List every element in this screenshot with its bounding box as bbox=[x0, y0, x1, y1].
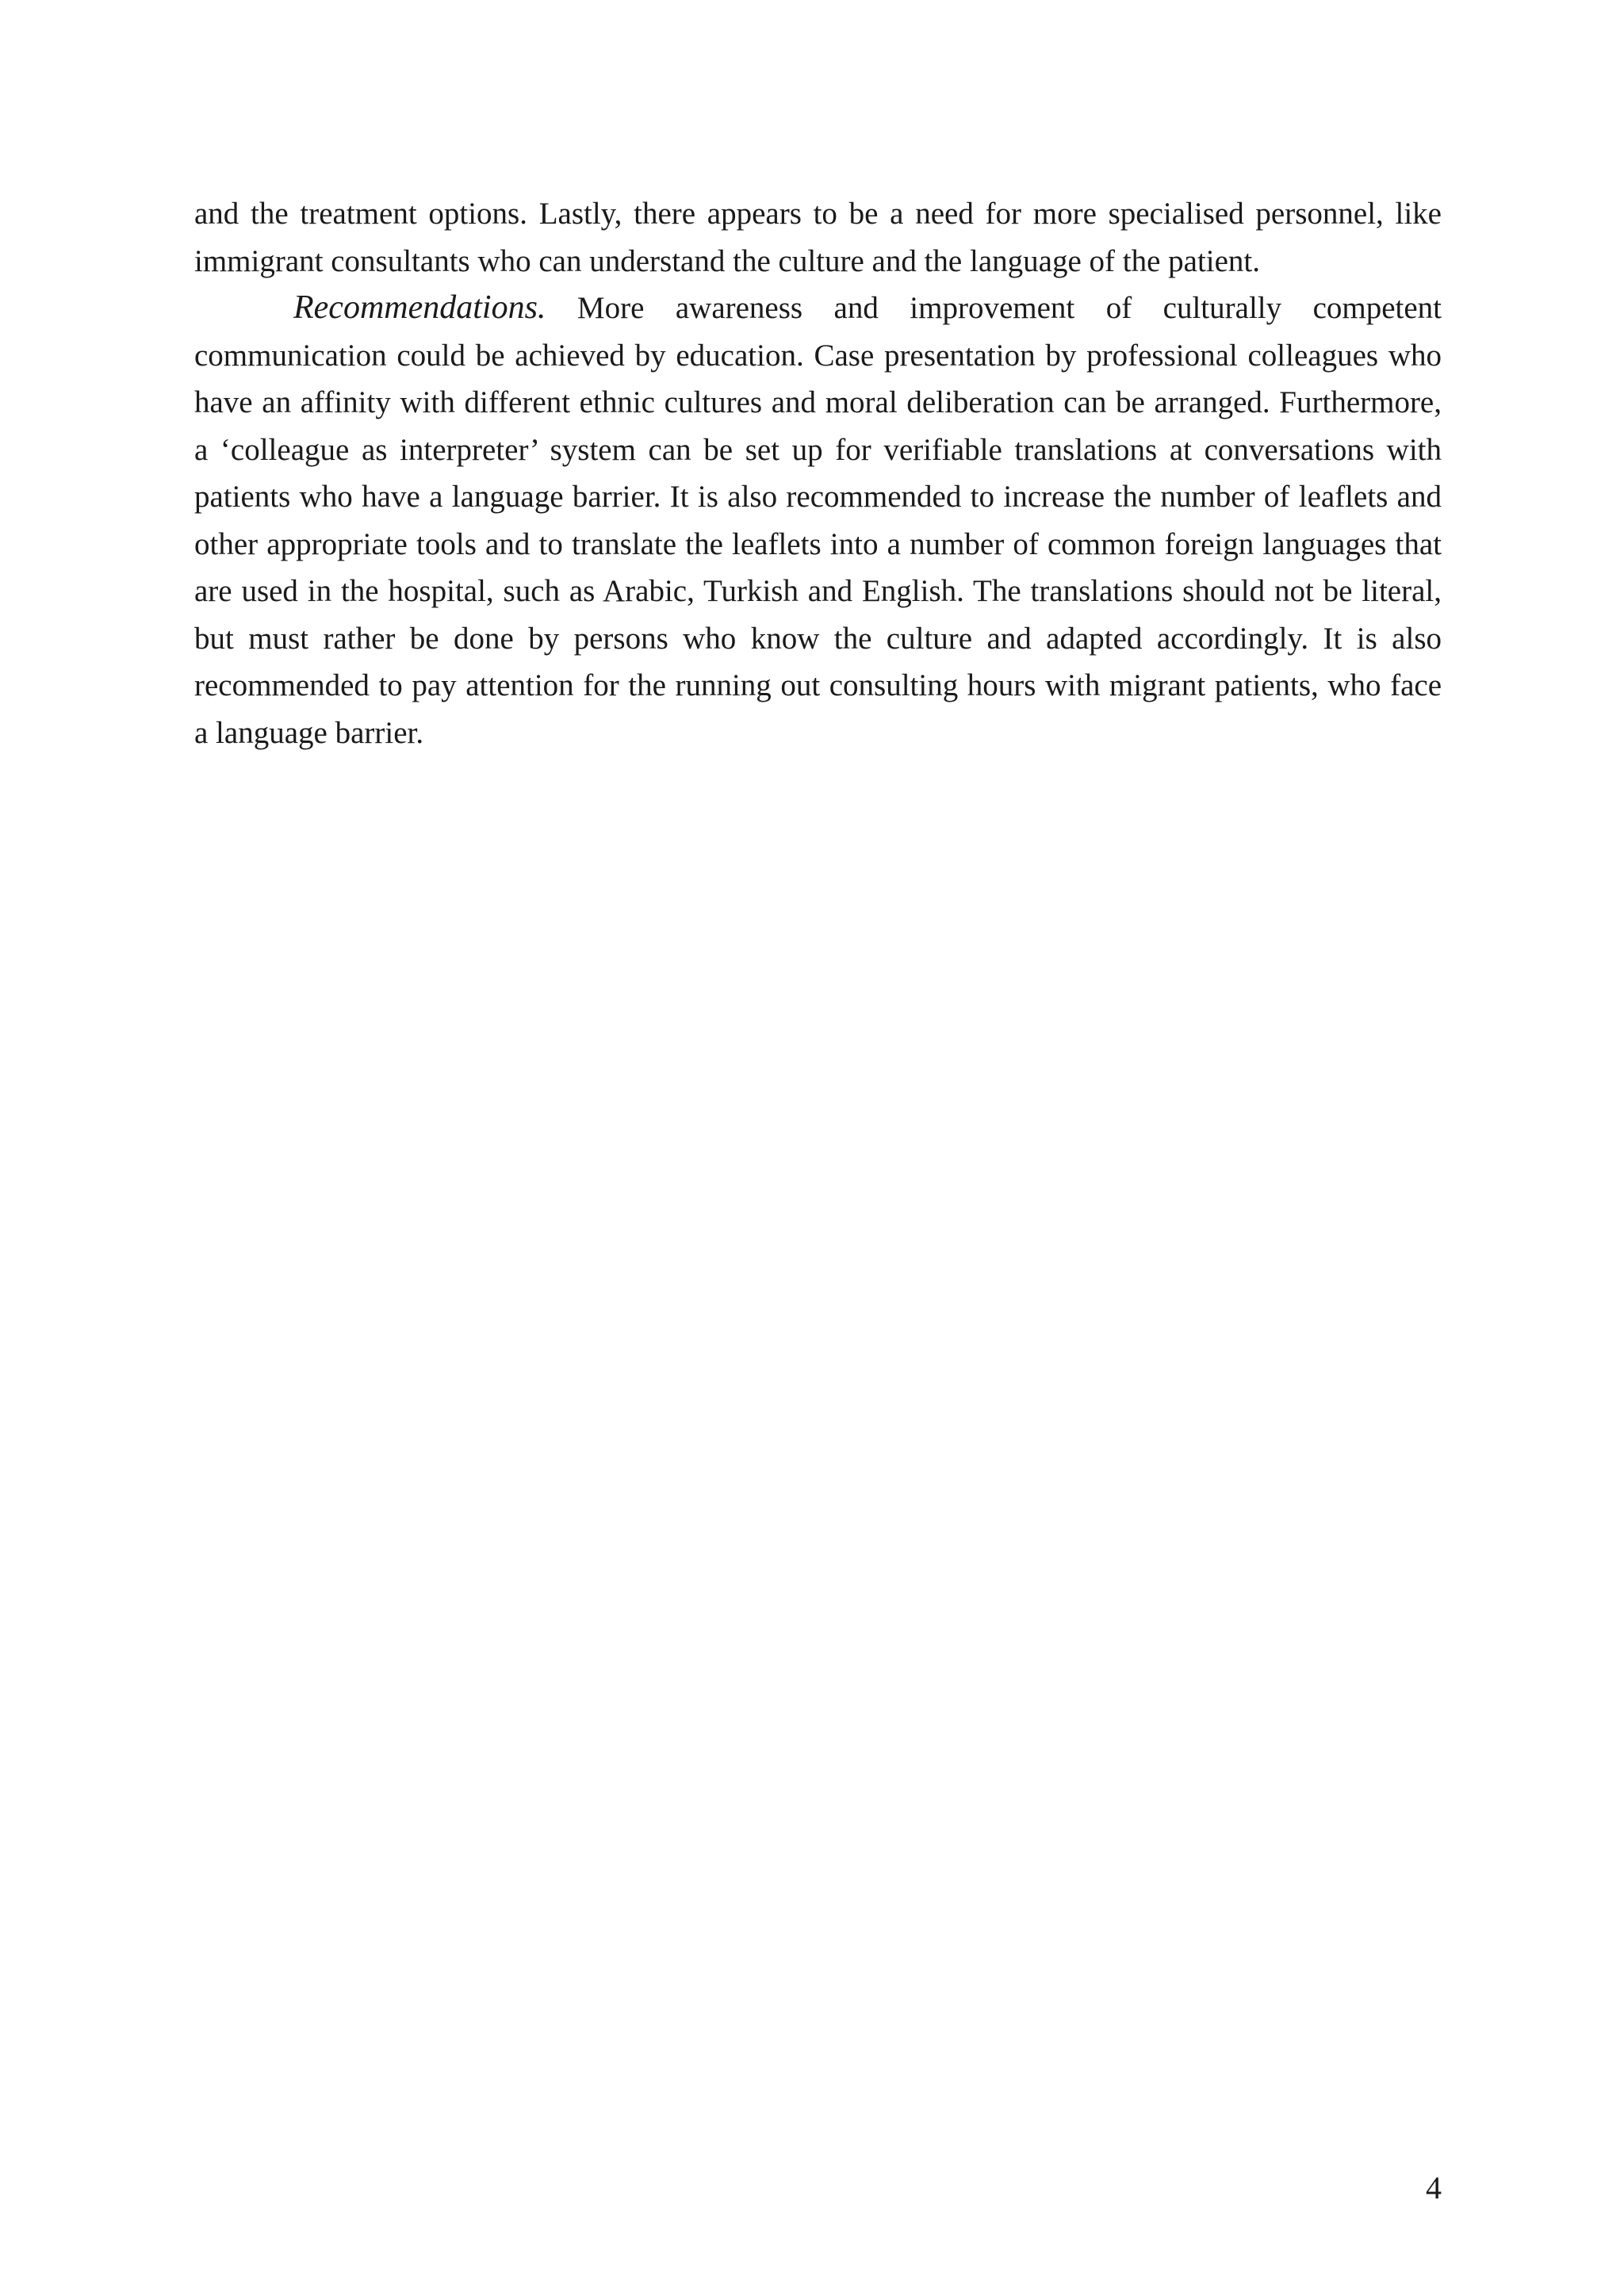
paragraph-recommendations bbox=[194, 285, 1442, 756]
recommendations-text: More awareness and improvement of culturally competent communication could be achieved by education. Case presentation by professional colleagues who have an affinity with different ethnic cultures and moral deliberation can be arranged. Furthermore, a ‘colleague as interpreter’ system can be set up for verifiable translations at conversations with patients who have a language barrier. It is also recommended to increase the number of leaflets and other appropriate tools and to translate the leaflets into a number of common foreign languages that are used in the hospital, such as Arabic, Turkish and English. The translations should not be literal, but must rather be done by persons who know the culture and adapted accordingly. It is also recommended to pay attention for the running out consulting hours with migrant patients, who face a language barrier. bbox=[194, 291, 1442, 750]
page-number: 4 bbox=[1426, 2170, 1442, 2206]
paragraph-continuation bbox=[194, 190, 1442, 285]
recommendations-heading: Recommendations. bbox=[293, 289, 546, 326]
paragraph-continuation-text: and the treatment options. Lastly, there appears to be a need for more specialised personnel, like immigrant consultants who can understand the culture and the language of the patient. bbox=[194, 197, 1442, 278]
body-text bbox=[194, 190, 1442, 756]
